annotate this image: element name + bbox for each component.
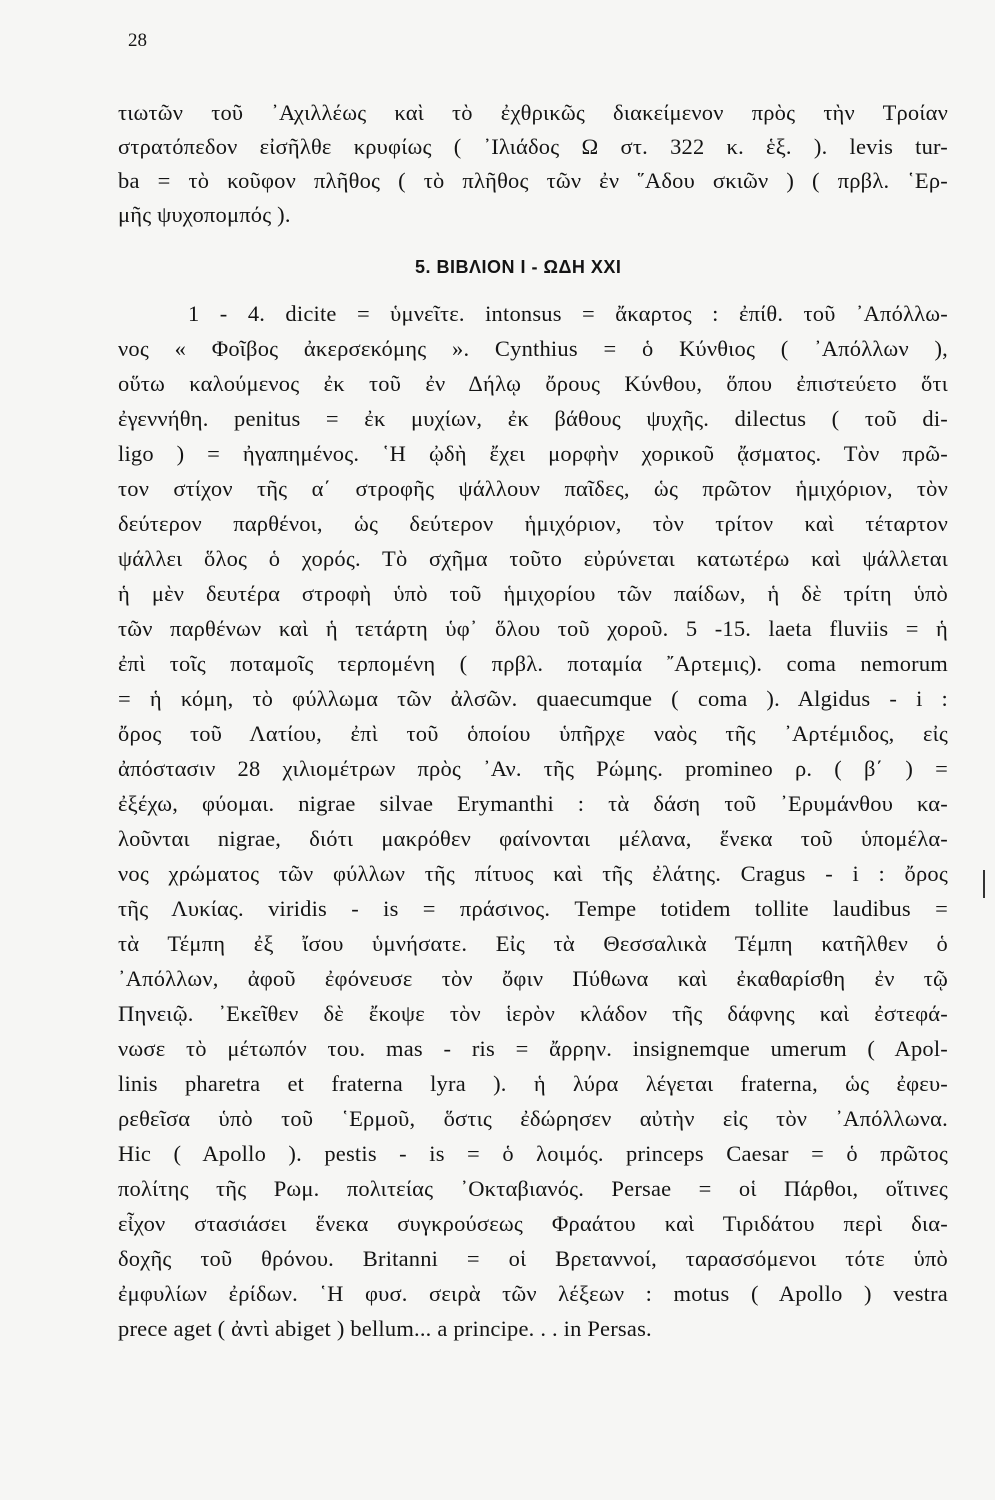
text-line: ἀπόστασιν 28 χιλιομέτρων πρὸς ᾿Αν. τῆς Ρώμης. promineo ρ. ( β΄ ) =: [118, 756, 948, 781]
text-line: ἐγεννήθη. penitus = ἐκ μυχίων, ἐκ βάθους ψυχῆς. dilectus ( τοῦ di-: [118, 406, 948, 431]
text-line: μῆς ψυχοπομπός ).: [118, 202, 291, 227]
text-line: εἶχον στασιάσει ἕνεκα συγκρούσεως Φραάτου καὶ Τιριδάτου περὶ δια-: [118, 1211, 948, 1236]
section-heading: 5. ΒΙΒΛΙΟΝ Ι - ΩΔΗ XXI: [415, 257, 622, 277]
text-line: ἡ μὲν δευτέρα στροφὴ ὑπὸ τοῦ ἡμιχορίου τῶν παίδων, ἡ δὲ τρίτη ὑπὸ: [118, 581, 948, 606]
text-line: ligo ) = ἠγαπημένος. ῾Η ᾠδὴ ἔχει μορφὴν χορικοῦ ᾄσματος. Τὸν πρῶ-: [118, 441, 948, 466]
text-line: τὰ Τέμπη ἐξ ἴσου ὑμνήσατε. Εἰς τὰ Θεσσαλικὰ Τέμπη κατῆλθεν ὁ: [118, 931, 948, 956]
text-line: = ἡ κόμη, τὸ φύλλωμα τῶν ἀλσῶν. quaecumque ( coma ). Algidus - i :: [118, 686, 948, 711]
text-line: ἐμφυλίων ἐρίδων. ῾Η φυσ. σειρὰ τῶν λέξεων : motus ( Apollo ) vestra: [118, 1281, 948, 1306]
text-line: ἐπὶ τοῖς ποταμοῖς τερπομένη ( πρβλ. ποταμία ῎Αρτεμις). coma nemorum: [118, 651, 948, 676]
text-line: νος χρώματος τῶν φύλλων τῆς πίτυος καὶ τῆς ἐλάτης. Cragus - i : ὄρος: [118, 861, 948, 886]
text-line: prece aget ( ἀντὶ abiget ) bellum... a principe. . . in Persas.: [118, 1316, 652, 1341]
text-line: ᾿Απόλλων, ἀφοῦ ἐφόνευσε τὸν ὄφιν Πύθωνα καὶ ἐκαθαρίσθη ἐν τῷ: [118, 966, 948, 991]
text-line: δεύτερον παρθένοι, ὡς δεύτερον ἡμιχόριον, τὸν τρίτον καὶ τέταρτον: [118, 511, 948, 536]
text-line: ba = τὸ κοῦφον πλῆθος ( τὸ πλῆθος τῶν ἐν ῞Αδου σκιῶν ) ( πρβλ. ῾Ερ-: [118, 168, 948, 193]
margin-mark: [983, 870, 985, 898]
text-line: οὕτω καλούμενος ἐκ τοῦ ἐν Δήλῳ ὄρους Κύνθου, ὅπου ἐπιστεύετο ὅτι: [118, 371, 948, 396]
text-line: τῶν παρθένων καὶ ἡ τετάρτη ὑφ᾿ ὅλου τοῦ χοροῦ. 5 -15. laeta fluviis = ἡ: [118, 616, 948, 641]
text-line: νος « Φοῖβος ἀκερσεκόμης ». Cynthius = ὁ Κύνθιος ( ᾿Απόλλων ),: [118, 336, 948, 361]
text-line: ἐξέχω, φύομαι. nigrae silvae Erymanthi : τὰ δάση τοῦ ᾿Ερυμάνθου κα-: [118, 791, 948, 816]
text-line: ὄρος τοῦ Λατίου, ἐπὶ τοῦ ὁποίου ὑπῆρχε ναὸς τῆς ᾿Αρτέμιδος, εἰς: [118, 721, 948, 746]
text-line: τιωτῶν τοῦ ᾿Αχιλλέως καὶ τὸ ἐχθρικῶς διακείμενον πρὸς τὴν Τροίαν: [118, 100, 948, 125]
text-line: linis pharetra et fraterna lyra ). ἡ λύρα λέγεται fraterna, ὡς ἐφευ-: [118, 1071, 948, 1096]
text-line: ψάλλει ὅλος ὁ χορός. Τὸ σχῆμα τοῦτο εὐρύνεται κατωτέρω καὶ ψάλλεται: [118, 546, 948, 571]
text-line: στρατόπεδον εἰσῆλθε κρυφίως ( ᾿Ιλιάδος Ω στ. 322 κ. ἑξ. ). levis tur-: [118, 134, 948, 159]
text-line: πολίτης τῆς Ρωμ. πολιτείας ᾿Οκταβιανός. Persae = οἱ Πάρθοι, οἵτινες: [118, 1176, 948, 1201]
text-line: Hic ( Apollo ). pestis - is = ὁ λοιμός. princeps Caesar = ὁ πρῶτος: [118, 1141, 948, 1166]
text-line: Πηνειῷ. ᾿Εκεῖθεν δὲ ἔκοψε τὸν ἱερὸν κλάδον τῆς δάφνης καὶ ἐστεφά-: [118, 1001, 948, 1026]
text-line: 1 - 4. dicite = ὑμνεῖτε. intonsus = ἄκαρτος : ἐπίθ. τοῦ ᾿Απόλλω-: [188, 301, 948, 326]
text-line: ρεθεῖσα ὑπὸ τοῦ ῾Ερμοῦ, ὅστις ἐδώρησεν αὐτὴν εἰς τὸν ᾿Απόλλωνα.: [118, 1106, 948, 1131]
text-line: δοχῆς τοῦ θρόνου. Britanni = οἱ Βρεταννοί, ταρασσόμενοι τότε ὑπὸ: [118, 1246, 948, 1271]
text-line: λοῦνται nigrae, διότι μακρόθεν φαίνονται μέλανα, ἕνεκα τοῦ ὑπομέλα-: [118, 826, 948, 851]
text-line: τον στίχον τῆς α΄ στροφῆς ψάλλουν παῖδες, ὡς πρῶτον ἡμιχόριον, τὸν: [118, 476, 948, 501]
text-line: νωσε τὸ μέτωπόν του. mas - ris = ἄρρην. insignemque umerum ( Apol-: [118, 1036, 948, 1061]
text-line: τῆς Λυκίας. viridis - is = πράσινος. Tempe totidem tollite laudibus =: [118, 896, 948, 921]
page-number: 28: [128, 30, 147, 51]
